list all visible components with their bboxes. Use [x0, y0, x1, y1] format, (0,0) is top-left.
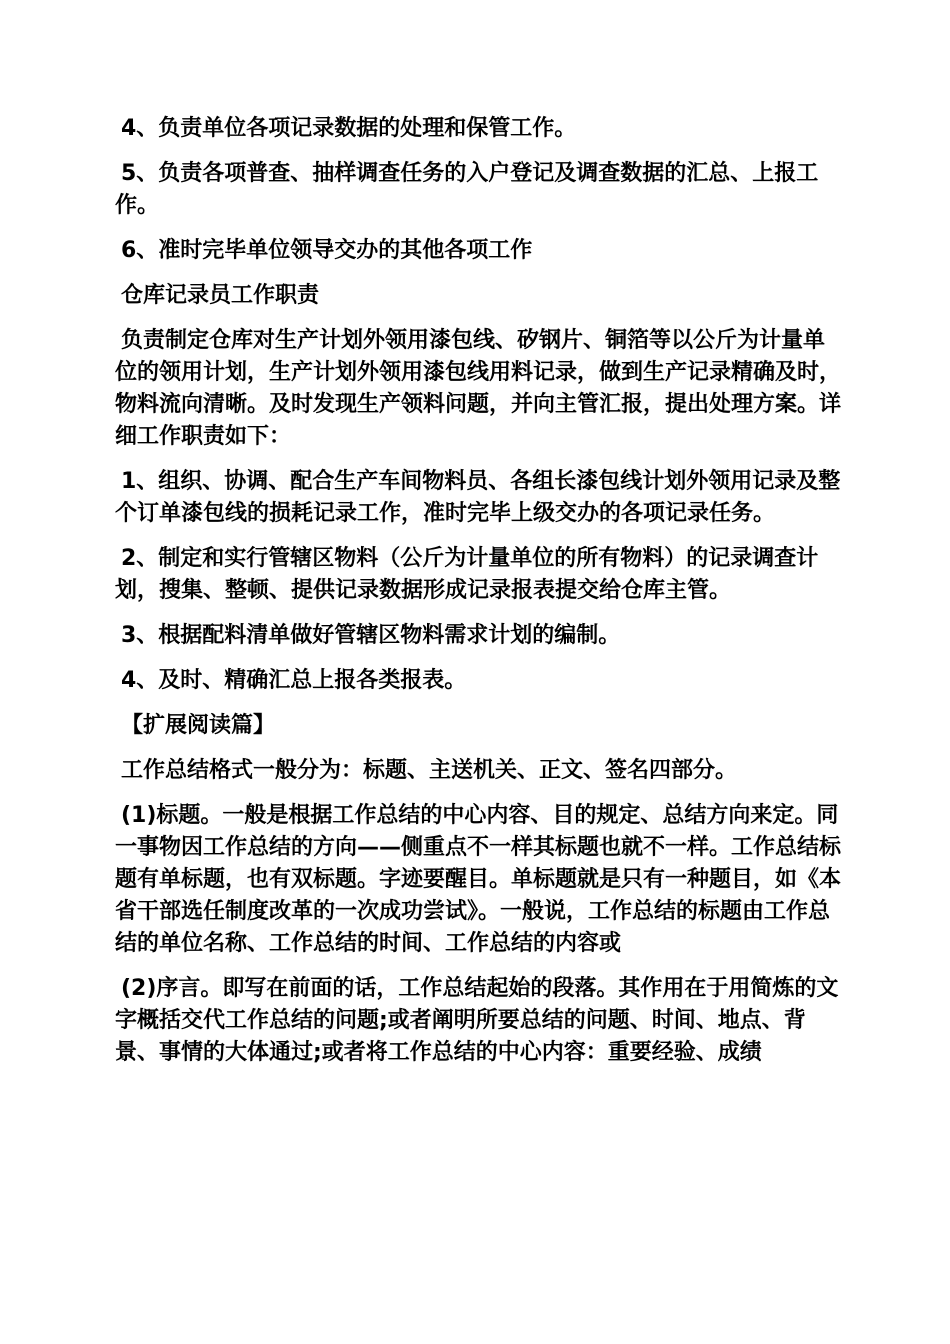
document-body [115, 113, 845, 1082]
paragraph: 5、负责各项普查、抽样调查任务的入户登记及调查数据的汇总、上报工作。 [115, 161, 819, 218]
paragraph: 3、根据配料清单做好管辖区物料需求计划的编制。 [121, 623, 621, 648]
paragraph: 工作总结格式一般分为：标题、主送机关、正文、签名四部分。 [121, 758, 738, 783]
paragraph: 6、准时完毕单位领导交办的其他各项工作 [121, 238, 533, 263]
section-heading: 【扩展阅读篇】 [121, 713, 276, 738]
section-heading: 仓库记录员工作职责 [121, 283, 320, 308]
paragraph: 2、制定和实行管辖区物料（公斤为计量单位的所有物料）的记录调查计划，搜集、整顿、提供记录数据形成记录报表提交给仓库主管。 [115, 546, 819, 603]
paragraph: 1、组织、协调、配合生产车间物料员、各组长漆包线计划外领用记录及整个订单漆包线的损耗记录工作，准时完毕上级交办的各项记录任务。 [115, 469, 841, 526]
paragraph: (2)序言。即写在前面的话，工作总结起始的段落。其作用在于用简炼的文字概括交代工作总结的问题;或者阐明所要总结的问题、时间、地点、背景、事情的大体通过;或者将工作总结的中心内容：重要经验、成绩 [115, 976, 839, 1065]
paragraph: (1)标题。一般是根据工作总结的中心内容、目的规定、总结方向来定。同一事物因工作总结的方向——侧重点不一样其标题也就不一样。工作总结标题有单标题，也有双标题。字迹要醒目。单标题就是只有一种题目，如《本省干部选任制度改革的一次成功尝试》。一般说，工作总结的标题由工作总结的单位名称、工作总结的时间、工作总结的内容或 [115, 803, 842, 956]
paragraph: 4、及时、精确汇总上报各类报表。 [121, 668, 467, 693]
paragraph: 4、负责单位各项记录数据的处理和保管工作。 [121, 116, 577, 141]
paragraph: 负责制定仓库对生产计划外领用漆包线、矽钢片、铜箔等以公斤为计量单位的领用计划，生产计划外领用漆包线用料记录，做到生产记录精确及时，物料流向清晰。及时发现生产领料问题，并向主管汇报，提出处理方案。详细工作职责如下： [115, 328, 842, 449]
